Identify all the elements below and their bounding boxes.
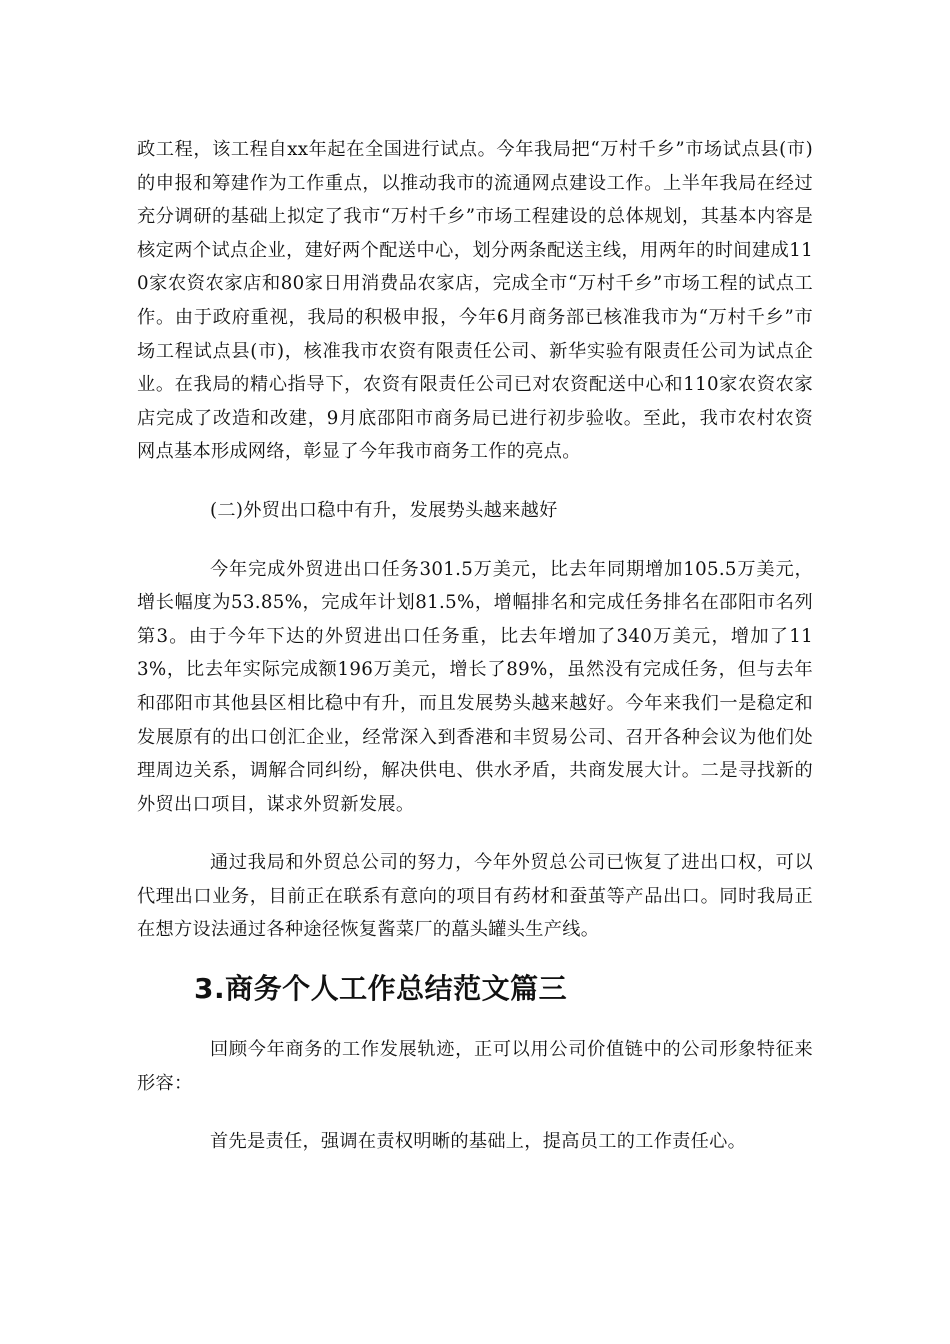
- paragraph-spacer: [137, 469, 813, 494]
- paragraph-spacer: [137, 947, 813, 969]
- paragraph-review: 回顾今年商务的工作发展轨迹，正可以用公司价值链中的公司形象特征来形容：: [137, 1039, 813, 1094]
- paragraph-spacer: [137, 1009, 813, 1033]
- paragraph-spacer: [137, 821, 813, 846]
- paragraph-spacer: [137, 1100, 813, 1125]
- document-body: [137, 133, 813, 1159]
- paragraph-spacer: [137, 528, 813, 553]
- section-subheading-foreign-trade: (二)外贸出口稳中有升，发展势头越来越好: [210, 499, 558, 521]
- paragraph-wancun-qianxiang: 政工程，该工程自xx年起在全国进行试点。今年我局把“万村千乡”市场试点县(市)的申报和筹建作为工作重点，以推动我市的流通网点建设工作。上半年我局在经过充分调研的基础上拟定了我市“万村千乡”市场工程建设的总体规划，其基本内容是核定两个试点企业，建好两个配送中心，划分两条配送主线，用两年的时间建成110家农资农家店和80家日用消费品农家店，完成全市“万村千乡”市场工程的试点工作。由于政府重视，我局的积极申报，今年6月商务部已核准我市为“万村千乡”市场工程试点县(市)，核准我市农资有限责任公司、新华实验有限责任公司为试点企业。在我局的精心指导下，农资有限责任公司已对农资配送中心和110家农资农家店完成了改造和改建，9月底邵阳市商务局已进行初步验收。至此，我市农村农资网点基本形成网络，彰显了今年我市商务工作的亮点。: [137, 139, 813, 463]
- paragraph-responsibility: 首先是责任，强调在责权明晰的基础上，提高员工的工作责任心。: [210, 1131, 747, 1153]
- paragraph-export-rights: 通过我局和外贸总公司的努力，今年外贸总公司已恢复了进出口权，可以代理出口业务，目前正在联系有意向的项目有药材和蚕茧等产品出口。同时我局正在想方设法通过各种途径恢复酱菜厂的藠头罐头生产线。: [137, 852, 813, 941]
- article-heading: 3.商务个人工作总结范文篇三: [194, 972, 568, 1006]
- paragraph-export-results: 今年完成外贸进出口任务301.5万美元，比去年同期增加105.5万美元，增长幅度为53.85%，完成年计划81.5%，增幅排名和完成任务排名在邵阳市名列第3。由于今年下达的外贸进出口任务重，比去年增加了340万美元，增加了113%，比去年实际完成额196万美元，增长了89%，虽然没有完成任务，但与去年和邵阳市其他县区相比稳中有升，而且发展势头越来越好。今年来我们一是稳定和发展原有的出口创汇企业，经常深入到香港和丰贸易公司、召开各种会议为他们处理周边关系，调解合同纠纷，解决供电、供水矛盾，共商发展大计。二是寻找新的外贸出口项目，谋求外贸新发展。: [137, 558, 813, 815]
